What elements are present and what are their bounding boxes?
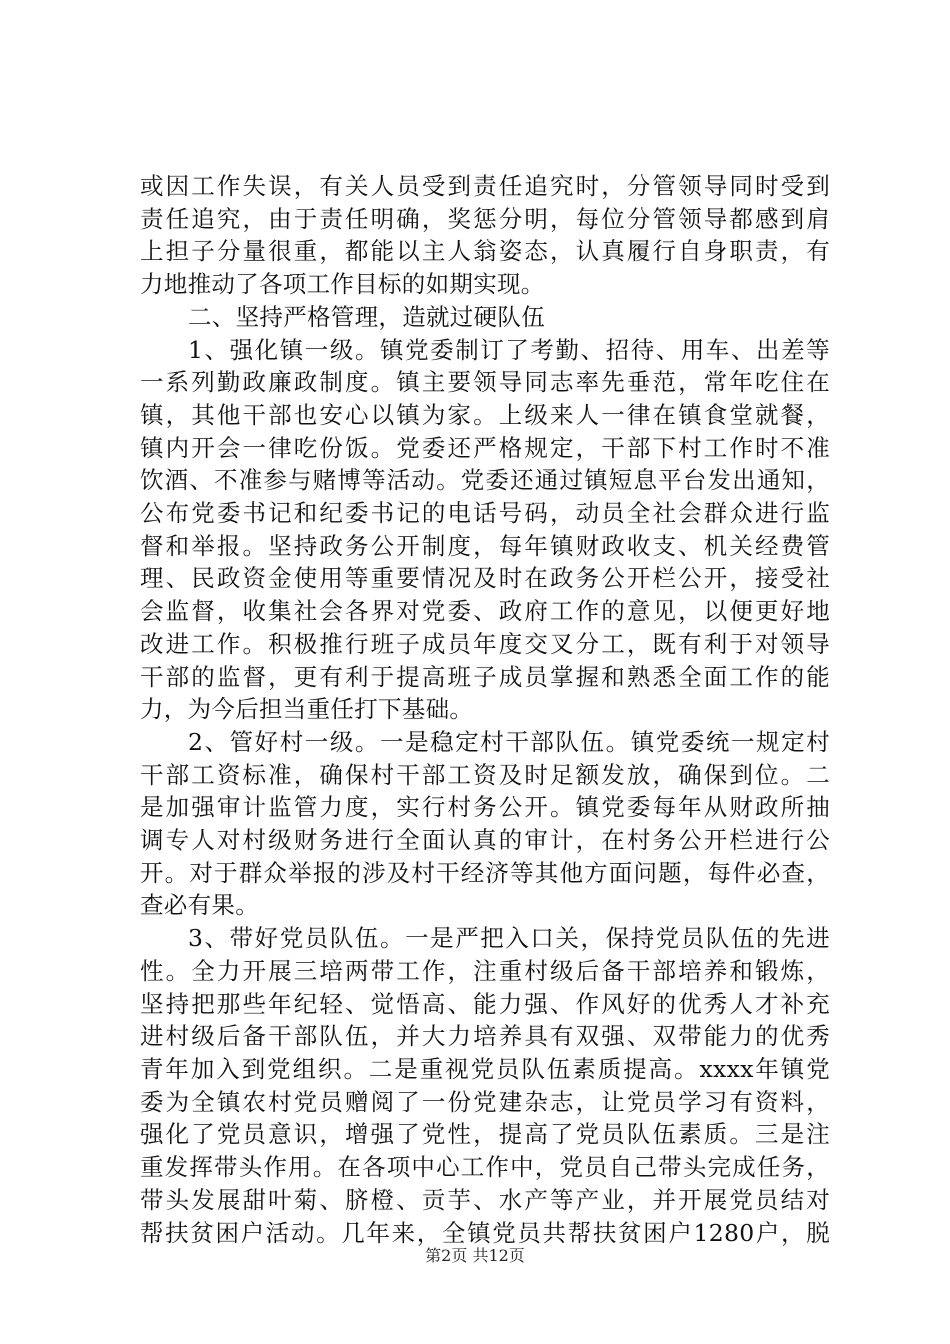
text-line: 责任追究，由于责任明确，奖惩分明，每位分管领导都感到肩 (140, 204, 830, 233)
text-line: 是加强审计监管力度，实行村务公开。镇党委每年从财政所抽 (140, 793, 830, 822)
text-line: 青年加入到党组织。二是重视党员队伍素质提高。xxxx年镇党 (140, 1054, 830, 1083)
text-line: 镇内开会一律吃份饭。党委还严格规定，干部下村工作时不准 (140, 433, 830, 462)
text-line: 理、民政资金使用等重要情况及时在政务公开栏公开，接受社 (140, 564, 830, 593)
text-line: 饮酒、不准参与赌博等活动。党委还通过镇短息平台发出通知， (140, 466, 830, 495)
text-line: 帮扶贫困户活动。几年来，全镇党员共帮扶贫困户1280户，脱 (140, 1218, 830, 1247)
text-line: 一系列勤政廉政制度。镇主要领导同志率先垂范，常年吃住在 (140, 368, 830, 397)
text-line: 公布党委书记和纪委书记的电话号码，动员全社会群众进行监 (140, 499, 830, 528)
text-line: 带头发展甜叶菊、脐橙、贡芋、水产等产业，并开展党员结对 (140, 1185, 830, 1214)
text-line: 坚持把那些年纪轻、觉悟高、能力强、作风好的优秀人才补充 (140, 989, 830, 1018)
text-line: 干部的监督，更有利于提高班子成员掌握和熟悉全面工作的能 (140, 662, 830, 691)
text-line: 力地推动了各项工作目标的如期实现。 (140, 270, 545, 299)
paragraph (140, 726, 830, 922)
text-line: 上担子分量很重，都能以主人翁姿态，认真履行自身职责，有 (140, 237, 830, 266)
text-line: 开。对于群众举报的涉及村干经济等其他方面问题，每件必查， (140, 858, 830, 887)
text-line: 3、带好党员队伍。一是严把入口关，保持党员队伍的先进 (188, 924, 830, 953)
text-line: 查必有果。 (140, 891, 259, 920)
text-line: 性。全力开展三培两带工作，注重村级后备干部培养和锻炼， (140, 956, 830, 985)
paragraph (140, 170, 830, 301)
text-line: 委为全镇农村党员赠阅了一份党建杂志，让党员学习有资料， (140, 1087, 830, 1116)
paragraph (140, 334, 830, 726)
text-line: 2、管好村一级。一是稳定村干部队伍。镇党委统一规定村 (188, 727, 830, 756)
text-line: 督和举报。坚持政务公开制度，每年镇财政收支、机关经费管 (140, 531, 830, 560)
text-line: 会监督，收集社会各界对党委、政府工作的意见，以便更好地 (140, 597, 830, 626)
text-line: 二、坚持严格管理，造就过硬队伍 (188, 302, 545, 331)
paragraph (140, 922, 830, 1249)
document-body (140, 170, 830, 1249)
paragraph (140, 301, 830, 334)
text-line: 改进工作。积极推行班子成员年度交叉分工，既有利于对领导 (140, 629, 830, 658)
text-line: 重发挥带头作用。在各项中心工作中，党员自己带头完成任务， (140, 1153, 830, 1182)
text-line: 镇，其他干部也安心以镇为家。上级来人一律在镇食堂就餐， (140, 400, 830, 429)
page-footer: 第2页 共12页 (425, 1246, 525, 1265)
text-line: 1、强化镇一级。镇党委制订了考勤、招待、用车、出差等 (188, 335, 830, 364)
text-line: 力，为今后担当重任打下基础。 (140, 695, 474, 724)
text-line: 调专人对村级财务进行全面认真的审计，在村务公开栏进行公 (140, 826, 830, 855)
text-line: 进村级后备干部队伍，并大力培养具有双强、双带能力的优秀 (140, 1022, 830, 1051)
text-line: 强化了党员意识，增强了党性，提高了党员队伍素质。三是注 (140, 1120, 830, 1149)
text-line: 或因工作失误，有关人员受到责任追究时，分管领导同时受到 (140, 172, 830, 200)
text-line: 干部工资标准，确保村干部工资及时足额发放，确保到位。二 (140, 760, 830, 789)
